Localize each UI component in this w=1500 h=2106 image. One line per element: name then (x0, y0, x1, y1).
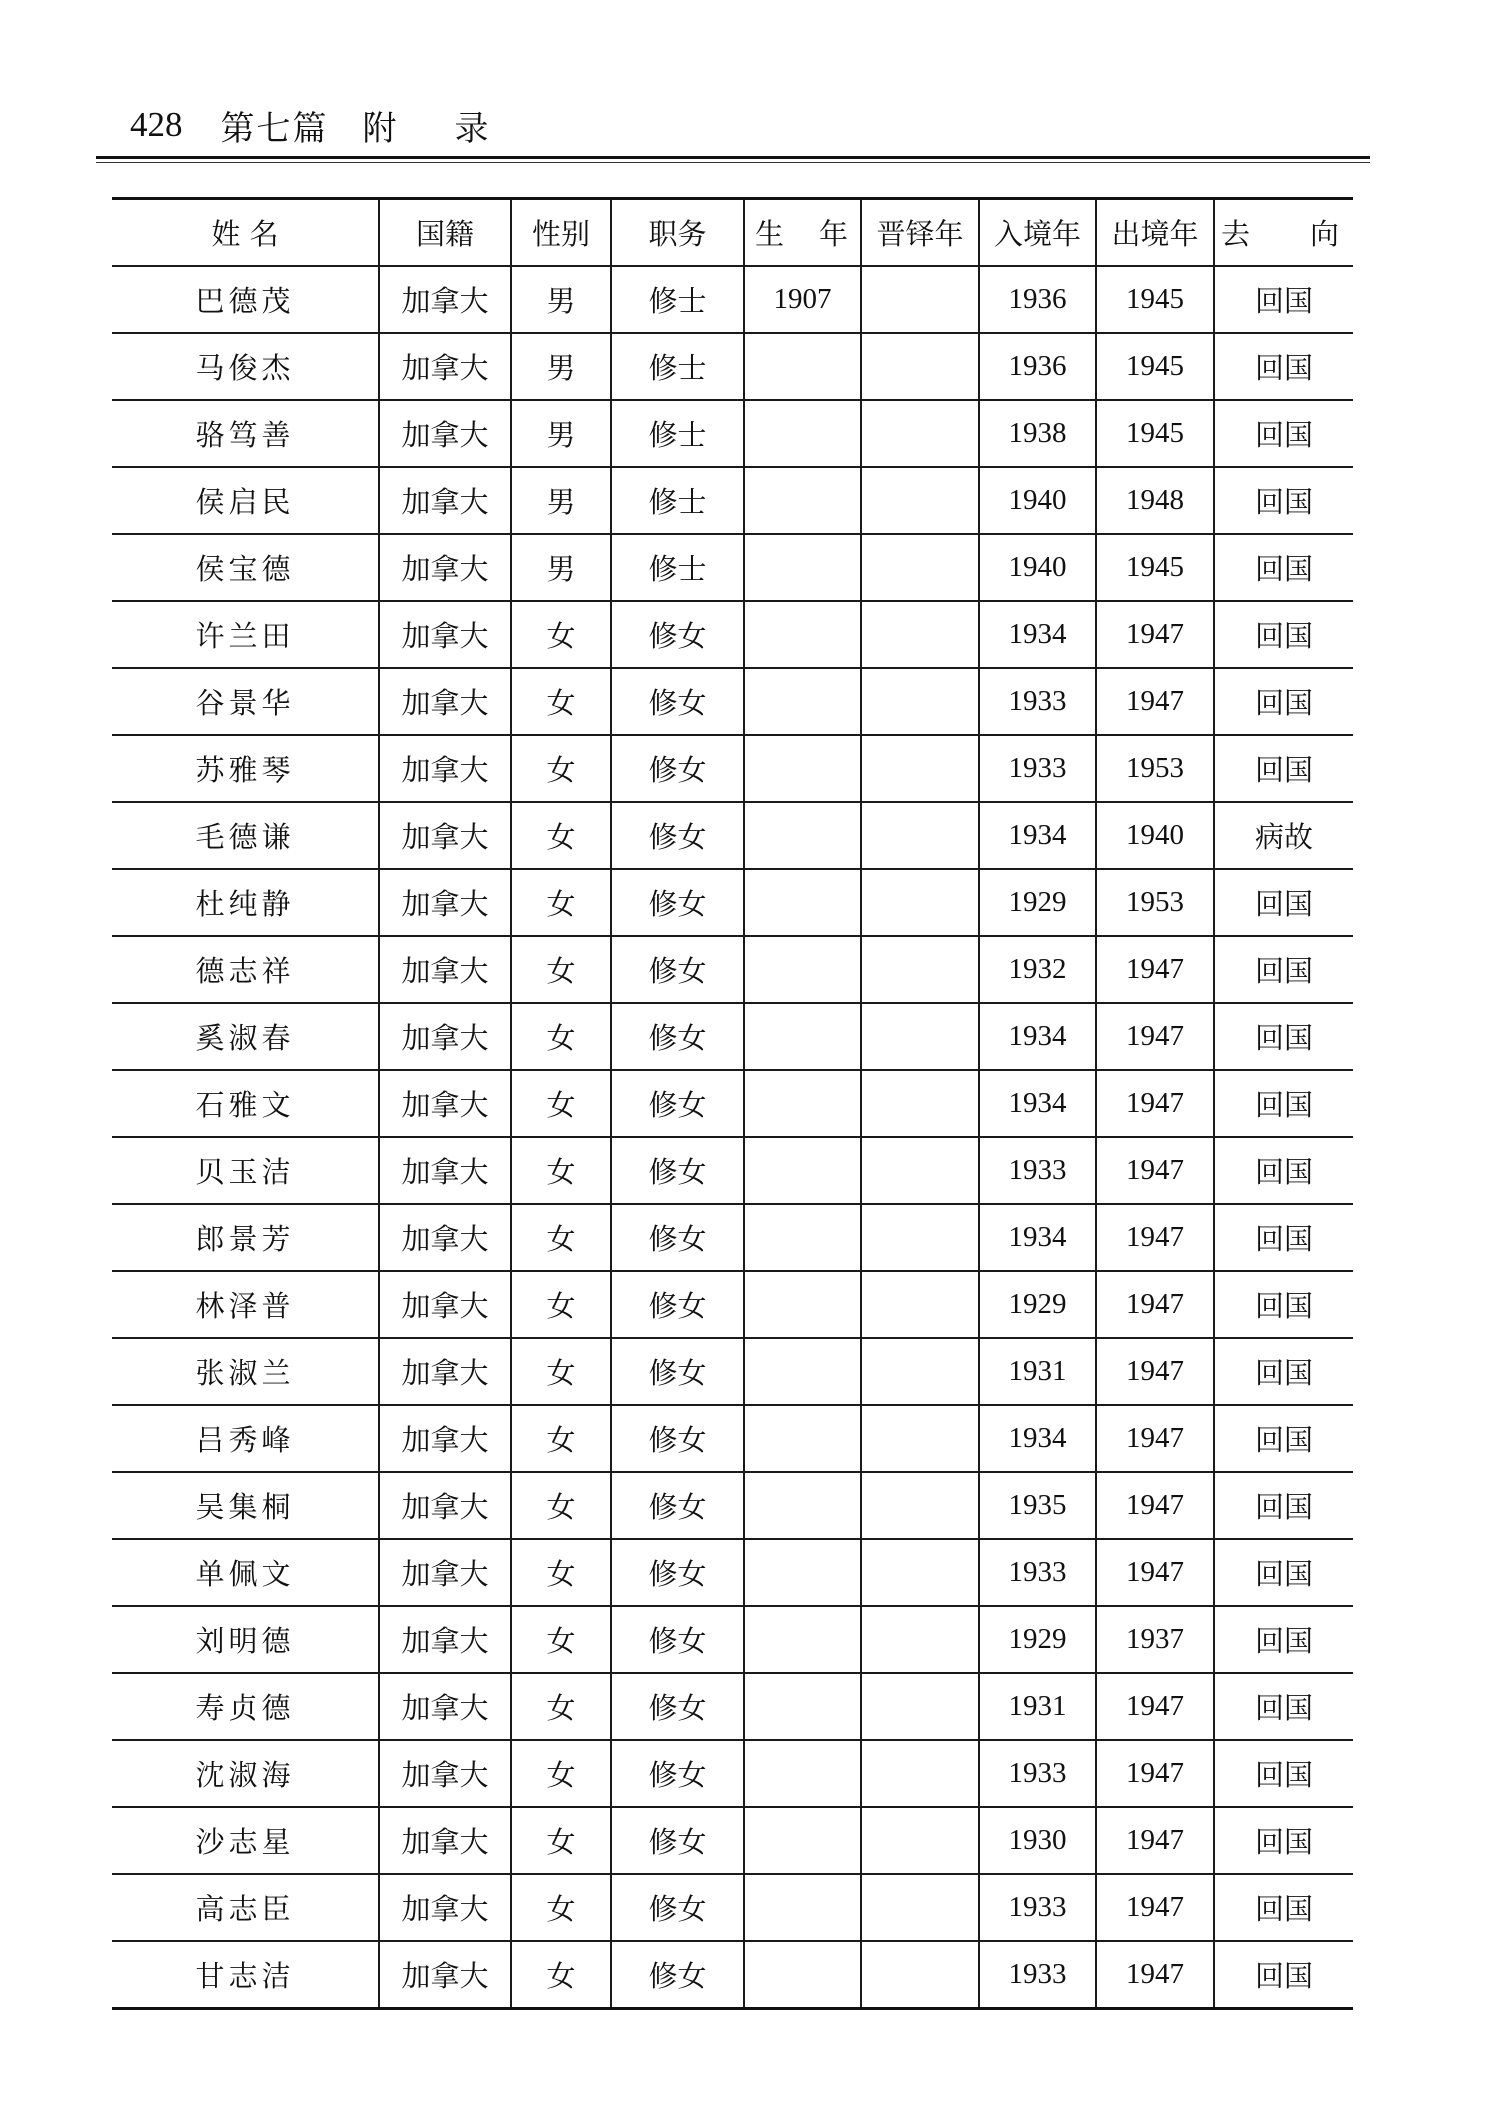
cell-nationality: 加拿大 (379, 1137, 511, 1204)
cell-name: 许兰田 (112, 601, 379, 668)
cell-destination: 回国 (1214, 1874, 1353, 1941)
cell-destination: 回国 (1214, 534, 1353, 601)
cell-nationality: 加拿大 (379, 1606, 511, 1673)
part-title: 第七篇 (220, 108, 329, 149)
cell-duty: 修女 (611, 1137, 744, 1204)
cell-birth-year (744, 1673, 861, 1740)
column-header-destination-a: 去 (1221, 217, 1251, 251)
table-row (112, 1807, 1353, 1874)
cell-sex: 女 (511, 1137, 611, 1204)
cell-name: 巴德茂 (112, 266, 379, 333)
cell-entry-year: 1934 (979, 802, 1096, 869)
cell-entry-year: 1938 (979, 400, 1096, 467)
cell-exit-year: 1947 (1096, 1070, 1214, 1137)
cell-duty: 修女 (611, 735, 744, 802)
cell-destination: 回国 (1214, 1673, 1353, 1740)
cell-sex: 女 (511, 802, 611, 869)
table-row (112, 400, 1353, 467)
cell-duty: 修士 (611, 534, 744, 601)
cell-exit-year: 1945 (1096, 333, 1214, 400)
cell-entry-year: 1933 (979, 668, 1096, 735)
cell-nationality: 加拿大 (379, 534, 511, 601)
cell-nationality: 加拿大 (379, 1472, 511, 1539)
cell-entry-year: 1934 (979, 1204, 1096, 1271)
column-header-nationality: 国籍 (379, 199, 511, 267)
cell-ordination-year (861, 400, 979, 467)
cell-nationality: 加拿大 (379, 1941, 511, 2009)
cell-exit-year: 1947 (1096, 1003, 1214, 1070)
cell-name: 张淑兰 (112, 1338, 379, 1405)
column-header-exit-year: 出境年 (1096, 199, 1214, 267)
cell-duty: 修女 (611, 936, 744, 1003)
cell-duty: 修女 (611, 1874, 744, 1941)
cell-birth-year (744, 1807, 861, 1874)
cell-duty: 修女 (611, 869, 744, 936)
cell-name: 刘明德 (112, 1606, 379, 1673)
cell-exit-year: 1947 (1096, 1539, 1214, 1606)
cell-duty: 修女 (611, 1271, 744, 1338)
cell-name: 谷景华 (112, 668, 379, 735)
cell-nationality: 加拿大 (379, 1338, 511, 1405)
cell-entry-year: 1933 (979, 1740, 1096, 1807)
column-header-destination (1214, 199, 1353, 267)
cell-sex: 男 (511, 266, 611, 333)
cell-exit-year: 1947 (1096, 936, 1214, 1003)
cell-entry-year: 1934 (979, 601, 1096, 668)
table-row (112, 1338, 1353, 1405)
cell-destination: 回国 (1214, 869, 1353, 936)
cell-sex: 女 (511, 1941, 611, 2009)
cell-sex: 男 (511, 534, 611, 601)
cell-nationality: 加拿大 (379, 936, 511, 1003)
cell-name: 马俊杰 (112, 333, 379, 400)
cell-exit-year: 1945 (1096, 266, 1214, 333)
cell-birth-year (744, 601, 861, 668)
cell-entry-year: 1935 (979, 1472, 1096, 1539)
cell-ordination-year (861, 1539, 979, 1606)
cell-nationality: 加拿大 (379, 735, 511, 802)
cell-nationality: 加拿大 (379, 802, 511, 869)
cell-nationality: 加拿大 (379, 333, 511, 400)
cell-destination: 回国 (1214, 400, 1353, 467)
cell-sex: 女 (511, 1405, 611, 1472)
cell-birth-year (744, 1338, 861, 1405)
cell-duty: 修女 (611, 1003, 744, 1070)
cell-sex: 女 (511, 936, 611, 1003)
table-row (112, 1405, 1353, 1472)
cell-name: 石雅文 (112, 1070, 379, 1137)
cell-duty: 修女 (611, 1740, 744, 1807)
cell-destination: 回国 (1214, 1740, 1353, 1807)
cell-exit-year: 1947 (1096, 1271, 1214, 1338)
cell-ordination-year (861, 266, 979, 333)
cell-sex: 女 (511, 869, 611, 936)
column-header-birth-year-a: 生 (755, 217, 785, 251)
cell-exit-year: 1947 (1096, 601, 1214, 668)
cell-sex: 男 (511, 400, 611, 467)
cell-destination: 回国 (1214, 601, 1353, 668)
cell-birth-year (744, 936, 861, 1003)
cell-exit-year: 1947 (1096, 1137, 1214, 1204)
cell-nationality: 加拿大 (379, 1070, 511, 1137)
header-rule-thin (96, 162, 1370, 163)
cell-destination: 回国 (1214, 333, 1353, 400)
table-row (112, 1673, 1353, 1740)
cell-birth-year (744, 1070, 861, 1137)
cell-name: 奚淑春 (112, 1003, 379, 1070)
cell-destination: 回国 (1214, 1405, 1353, 1472)
cell-sex: 女 (511, 1740, 611, 1807)
cell-sex: 男 (511, 467, 611, 534)
cell-exit-year: 1947 (1096, 1405, 1214, 1472)
cell-ordination-year (861, 1405, 979, 1472)
cell-birth-year (744, 1941, 861, 2009)
cell-ordination-year (861, 1472, 979, 1539)
cell-entry-year: 1934 (979, 1003, 1096, 1070)
cell-ordination-year (861, 1807, 979, 1874)
cell-birth-year (744, 1137, 861, 1204)
cell-destination: 回国 (1214, 735, 1353, 802)
cell-name: 苏雅琴 (112, 735, 379, 802)
cell-birth-year (744, 1204, 861, 1271)
cell-name: 侯宝德 (112, 534, 379, 601)
cell-birth-year (744, 333, 861, 400)
cell-name: 寿贞德 (112, 1673, 379, 1740)
cell-duty: 修女 (611, 1606, 744, 1673)
cell-ordination-year (861, 802, 979, 869)
cell-entry-year: 1929 (979, 869, 1096, 936)
cell-ordination-year (861, 1204, 979, 1271)
table-row (112, 333, 1353, 400)
cell-entry-year: 1932 (979, 936, 1096, 1003)
column-header-duty: 职务 (611, 199, 744, 267)
cell-sex: 女 (511, 1338, 611, 1405)
cell-entry-year: 1933 (979, 1941, 1096, 2009)
table-row (112, 869, 1353, 936)
cell-ordination-year (861, 1673, 979, 1740)
cell-nationality: 加拿大 (379, 1874, 511, 1941)
cell-destination: 回国 (1214, 1204, 1353, 1271)
table-row (112, 266, 1353, 333)
header-rule-thick (96, 156, 1370, 159)
page-header (130, 100, 547, 150)
table-row (112, 1472, 1353, 1539)
cell-entry-year: 1936 (979, 266, 1096, 333)
column-header-entry-year: 入境年 (979, 199, 1096, 267)
cell-sex: 女 (511, 735, 611, 802)
cell-birth-year (744, 1539, 861, 1606)
cell-name: 沙志星 (112, 1807, 379, 1874)
cell-entry-year: 1933 (979, 1874, 1096, 1941)
cell-ordination-year (861, 1740, 979, 1807)
table-row (112, 534, 1353, 601)
cell-ordination-year (861, 333, 979, 400)
column-header-birth-year (744, 199, 861, 267)
cell-duty: 修士 (611, 400, 744, 467)
cell-exit-year: 1940 (1096, 802, 1214, 869)
table-row (112, 1070, 1353, 1137)
cell-entry-year: 1934 (979, 1405, 1096, 1472)
cell-nationality: 加拿大 (379, 266, 511, 333)
cell-birth-year: 1907 (744, 266, 861, 333)
cell-ordination-year (861, 1338, 979, 1405)
cell-birth-year (744, 534, 861, 601)
cell-birth-year (744, 400, 861, 467)
cell-name: 高志臣 (112, 1874, 379, 1941)
cell-ordination-year (861, 601, 979, 668)
cell-sex: 女 (511, 1807, 611, 1874)
cell-sex: 女 (511, 1204, 611, 1271)
cell-exit-year: 1947 (1096, 1941, 1214, 2009)
personnel-table (112, 197, 1353, 2010)
cell-name: 林泽普 (112, 1271, 379, 1338)
cell-destination: 回国 (1214, 1472, 1353, 1539)
table-row (112, 1003, 1353, 1070)
cell-destination: 回国 (1214, 1271, 1353, 1338)
cell-exit-year: 1947 (1096, 1204, 1214, 1271)
cell-exit-year: 1945 (1096, 534, 1214, 601)
cell-destination: 病故 (1214, 802, 1353, 869)
cell-ordination-year (861, 534, 979, 601)
cell-sex: 女 (511, 1070, 611, 1137)
cell-ordination-year (861, 668, 979, 735)
column-header-destination-b: 向 (1309, 217, 1339, 251)
cell-duty: 修女 (611, 1539, 744, 1606)
cell-exit-year: 1937 (1096, 1606, 1214, 1673)
cell-entry-year: 1931 (979, 1338, 1096, 1405)
cell-name: 德志祥 (112, 936, 379, 1003)
cell-sex: 女 (511, 1539, 611, 1606)
table-row (112, 802, 1353, 869)
cell-duty: 修女 (611, 1338, 744, 1405)
cell-ordination-year (861, 936, 979, 1003)
cell-duty: 修女 (611, 668, 744, 735)
cell-name: 吕秀峰 (112, 1405, 379, 1472)
cell-entry-year: 1936 (979, 333, 1096, 400)
cell-exit-year: 1947 (1096, 1472, 1214, 1539)
cell-sex: 女 (511, 1472, 611, 1539)
cell-destination: 回国 (1214, 1807, 1353, 1874)
cell-sex: 女 (511, 601, 611, 668)
table-row (112, 1539, 1353, 1606)
table-row (112, 1740, 1353, 1807)
cell-duty: 修女 (611, 601, 744, 668)
cell-duty: 修女 (611, 1941, 744, 2009)
cell-sex: 女 (511, 1003, 611, 1070)
cell-ordination-year (861, 1003, 979, 1070)
cell-duty: 修女 (611, 1204, 744, 1271)
cell-exit-year: 1953 (1096, 735, 1214, 802)
cell-destination: 回国 (1214, 1539, 1353, 1606)
cell-exit-year: 1947 (1096, 668, 1214, 735)
cell-sex: 女 (511, 668, 611, 735)
cell-ordination-year (861, 1271, 979, 1338)
cell-duty: 修士 (611, 333, 744, 400)
cell-destination: 回国 (1214, 467, 1353, 534)
cell-birth-year (744, 802, 861, 869)
cell-exit-year: 1947 (1096, 1338, 1214, 1405)
cell-birth-year (744, 1606, 861, 1673)
table-row (112, 1271, 1353, 1338)
cell-ordination-year (861, 467, 979, 534)
cell-sex: 女 (511, 1874, 611, 1941)
cell-nationality: 加拿大 (379, 1539, 511, 1606)
cell-entry-year: 1931 (979, 1673, 1096, 1740)
section-title: 附录 (362, 108, 547, 149)
cell-nationality: 加拿大 (379, 668, 511, 735)
cell-duty: 修女 (611, 802, 744, 869)
cell-entry-year: 1929 (979, 1606, 1096, 1673)
cell-entry-year: 1940 (979, 534, 1096, 601)
table-row (112, 467, 1353, 534)
table-row (112, 668, 1353, 735)
cell-ordination-year (861, 1137, 979, 1204)
cell-exit-year: 1953 (1096, 869, 1214, 936)
cell-birth-year (744, 869, 861, 936)
cell-entry-year: 1929 (979, 1271, 1096, 1338)
cell-name: 甘志洁 (195, 1959, 295, 1993)
cell-duty: 修女 (611, 1673, 744, 1740)
cell-nationality: 加拿大 (379, 601, 511, 668)
cell-nationality: 加拿大 (379, 1740, 511, 1807)
cell-birth-year (744, 735, 861, 802)
cell-ordination-year (861, 1874, 979, 1941)
column-header-sex: 性别 (511, 199, 611, 267)
cell-exit-year: 1945 (1096, 400, 1214, 467)
cell-birth-year (744, 1003, 861, 1070)
cell-ordination-year (861, 1606, 979, 1673)
column-header-ordination-year: 晋铎年 (861, 199, 979, 267)
table-row (112, 601, 1353, 668)
cell-duty: 修女 (611, 1070, 744, 1137)
cell-name: 单佩文 (112, 1539, 379, 1606)
cell-nationality: 加拿大 (379, 1807, 511, 1874)
cell-duty: 修女 (611, 1472, 744, 1539)
cell-entry-year: 1933 (979, 1137, 1096, 1204)
cell-duty: 修士 (611, 266, 744, 333)
cell-destination: 回国 (1214, 668, 1353, 735)
cell-ordination-year (861, 1070, 979, 1137)
cell-entry-year: 1934 (979, 1070, 1096, 1137)
cell-entry-year: 1933 (979, 735, 1096, 802)
cell-entry-year: 1940 (979, 467, 1096, 534)
cell-birth-year (744, 1874, 861, 1941)
table-row (112, 1204, 1353, 1271)
cell-duty: 修女 (611, 1405, 744, 1472)
table-header-row (112, 199, 1353, 267)
cell-destination: 回国 (1214, 1338, 1353, 1405)
cell-birth-year (744, 1740, 861, 1807)
cell-sex: 女 (511, 1271, 611, 1338)
column-header-name: 姓 名 (112, 199, 379, 267)
cell-destination: 回国 (1214, 1070, 1353, 1137)
cell-destination: 回国 (1214, 1606, 1353, 1673)
cell-sex: 男 (511, 333, 611, 400)
cell-duty: 修女 (611, 1807, 744, 1874)
cell-nationality: 加拿大 (379, 467, 511, 534)
cell-sex: 女 (511, 1606, 611, 1673)
cell-exit-year: 1947 (1096, 1740, 1214, 1807)
cell-ordination-year (861, 735, 979, 802)
table-row (112, 1137, 1353, 1204)
table-row (112, 1874, 1353, 1941)
cell-nationality: 加拿大 (379, 1673, 511, 1740)
table-row (112, 936, 1353, 1003)
cell-name: 沈淑海 (112, 1740, 379, 1807)
table-row (112, 1941, 1353, 2009)
cell-duty: 修士 (611, 467, 744, 534)
cell-name: 毛德谦 (112, 802, 379, 869)
cell-destination: 回国 (1214, 936, 1353, 1003)
cell-destination: 回国 (1214, 266, 1353, 333)
cell-nationality: 加拿大 (379, 869, 511, 936)
cell-nationality: 加拿大 (379, 1271, 511, 1338)
page-number: 428 (130, 105, 183, 144)
cell-exit-year: 1947 (1096, 1673, 1214, 1740)
cell-name: 郎景芳 (112, 1204, 379, 1271)
table-row (112, 735, 1353, 802)
cell-exit-year: 1947 (1096, 1807, 1214, 1874)
cell-nationality: 加拿大 (379, 1204, 511, 1271)
cell-nationality: 加拿大 (379, 1405, 511, 1472)
cell-exit-year: 1948 (1096, 467, 1214, 534)
cell-entry-year: 1930 (979, 1807, 1096, 1874)
cell-destination: 回国 (1214, 1003, 1353, 1070)
cell-nationality: 加拿大 (379, 400, 511, 467)
cell-name: 侯启民 (112, 467, 379, 534)
cell-entry-year: 1933 (979, 1539, 1096, 1606)
cell-name: 吴集桐 (112, 1472, 379, 1539)
cell-nationality: 加拿大 (379, 1003, 511, 1070)
table-row (112, 1606, 1353, 1673)
table-body (112, 266, 1353, 2009)
cell-name: 贝玉洁 (112, 1137, 379, 1204)
cell-destination: 回国 (1214, 1137, 1353, 1204)
cell-exit-year: 1947 (1096, 1874, 1214, 1941)
cell-birth-year (744, 1405, 861, 1472)
cell-name: 骆笃善 (112, 400, 379, 467)
cell-ordination-year (861, 1941, 979, 2009)
cell-birth-year (744, 668, 861, 735)
cell-birth-year (744, 467, 861, 534)
cell-birth-year (744, 1271, 861, 1338)
cell-destination: 回国 (1214, 1941, 1353, 2009)
cell-ordination-year (861, 869, 979, 936)
cell-sex: 女 (511, 1673, 611, 1740)
cell-birth-year (744, 1472, 861, 1539)
column-header-birth-year-b: 年 (818, 217, 848, 251)
cell-name: 杜纯静 (112, 869, 379, 936)
